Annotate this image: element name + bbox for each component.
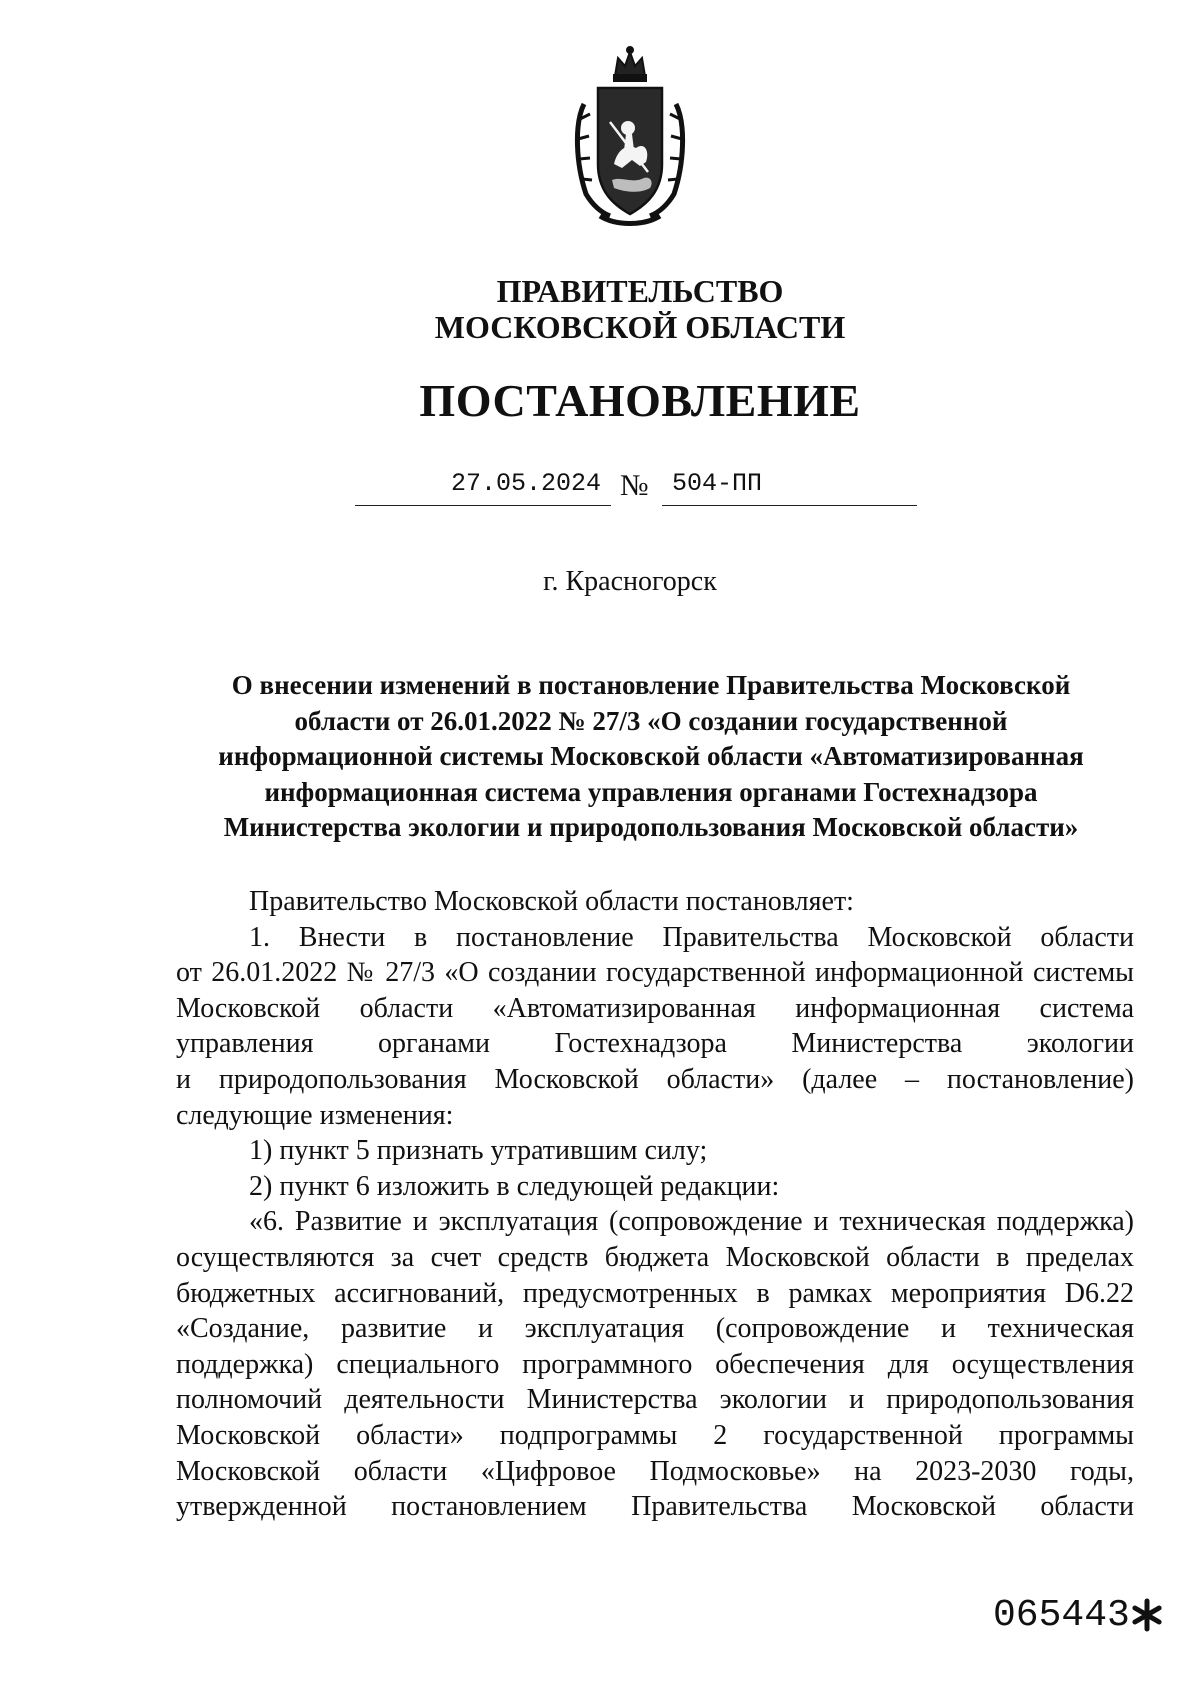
document-date: 27.05.2024 <box>355 466 611 506</box>
clause-1-line: 1. Внести в постановление Правительства Московской области <box>249 921 1134 953</box>
subject-line: информационная система управления органами Гостехнадзора <box>264 776 1038 807</box>
sub-item-2: 2) пункт 6 изложить в следующей редакции: <box>249 1170 780 1202</box>
organization-name-line1: ПРАВИТЕЛЬСТВО <box>496 273 784 309</box>
document-number: 504-ПП <box>662 466 917 506</box>
document-subject <box>196 668 1106 846</box>
clause-1-line: следующие изменения: <box>176 1099 454 1131</box>
subject-line: области от 26.01.2022 № 27/3 «О создании государственной <box>294 705 1008 736</box>
clause-6-line: Московской области «Цифровое Подмосковье» на 2023-2030 годы, <box>176 1455 1134 1487</box>
issue-city: г. Красногорск <box>543 566 717 597</box>
document-type-title: ПОСТАНОВЛЕНИЕ <box>419 375 861 426</box>
clause-6-line: полномочий деятельности Министерства экологии и природопользования <box>176 1384 1134 1416</box>
form-serial-number: 065443 <box>993 1594 1130 1637</box>
clause-1-line: и природопользования Московской области» (далее – постановление) <box>176 1063 1134 1095</box>
clause-6-line: Московской области» подпрограммы 2 государственной программы <box>176 1419 1134 1451</box>
clause-6-line: «Создание, развитие и эксплуатация (сопровождение и техническая <box>176 1313 1134 1345</box>
intro-paragraph: Правительство Московской области постановляет: <box>249 886 854 917</box>
clause-6-line: поддержка) специального программного обеспечения для осуществления <box>176 1348 1134 1380</box>
clause-1-line: от 26.01.2022 № 27/3 «О создании государственной информационной системы <box>176 957 1134 989</box>
number-sign: № <box>620 469 649 502</box>
asterisk-icon <box>1130 1598 1164 1632</box>
clause-1-line: управления органами Гостехнадзора Министерства экологии <box>176 1028 1134 1060</box>
clause-6-line: «6. Развитие и эксплуатация (сопровождение и техническая поддержка) <box>249 1206 1134 1238</box>
clause-6-line: бюджетных ассигнований, предусмотренных в рамках мероприятия D6.22 <box>176 1277 1134 1309</box>
document-body <box>176 884 1134 1525</box>
subject-line: информационной системы Московской области «Автоматизированная <box>218 741 1084 771</box>
sub-item-1: 1) пункт 5 признать утратившим силу; <box>249 1135 708 1167</box>
clause-6-line: осуществляются за счет средств бюджета Московской области в пределах <box>176 1241 1134 1273</box>
coat-of-arms-emblem <box>570 44 690 234</box>
clause-1-line: Московской области «Автоматизированная информационная система <box>176 992 1134 1024</box>
clause-6-line: утвержденной постановлением Правительства Московской области <box>176 1491 1134 1523</box>
subject-line: Министерства экологии и природопользования Московской области» <box>223 812 1079 842</box>
organization-name-line2: МОСКОВСКОЙ ОБЛАСТИ <box>434 309 846 345</box>
subject-line: О внесении изменений в постановление Правительства Московской <box>231 670 1071 700</box>
